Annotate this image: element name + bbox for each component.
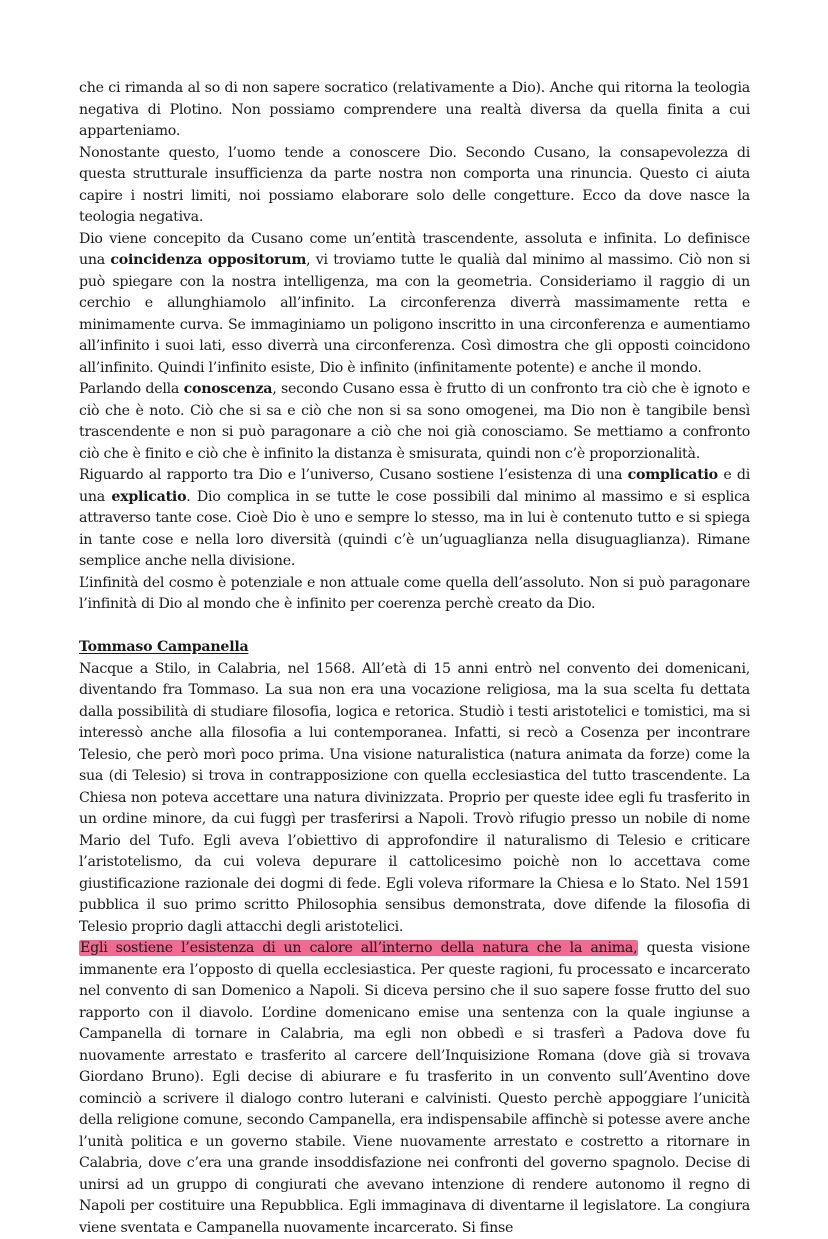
paragraph-conoscenza	[79, 379, 750, 465]
paragraph-text: , secondo Cusano essa è frutto di un confronto tra ciò che è ignoto e ciò che è noto. Ciò che si sa e ciò che non si sa sono omogenei, ma Dio non è tangibile bensì trascendente e non si può paragonare a ciò che noi già conosciamo. Se mettiamo a confronto ciò che è finito e ciò che è infinito la distanza è smisurata, quindi non c’è proporzionalità.	[79, 381, 751, 462]
paragraph-conjectures: Nonostante questo, l’uomo tende a conoscere Dio. Secondo Cusano, la consapevolezza di questa strutturale insufficienza da parte nostra non comporta una rinuncia. Questo ci aiuta capire i nostri limiti, noi possiamo elaborare solo delle congetture. Ecco da dove nasce la teologia negativa.	[79, 144, 750, 225]
paragraph-campanella-bio: Nacque a Stilo, in Calabria, nel 1568. All’età di 15 anni entrò nel convento dei domenicani, diventando fra Tommaso. La sua non era una vocazione religiosa, ma la sua scelta fu dettata dalla possibilità di studiare filosofia, logica e retorica. Studiò i testi aristotelici e tomistici, ma si interessò anche alla filosofia a lui contemporanea. Infatti, si recò a Cosenza per incontrare Telesio, che però morì poco prima. Una visione naturalistica (natura animata da forze) come la sua (di Telesio) si trova in contrapposizione con quella ecclesiastica del tutto trascendente. La Chiesa non poteva accettare una natura divinizzata. Proprio per queste idee egli fu trasferito in un ordine minore, da cui fuggì per trasferirsi a Napoli. Trovò rifugio presso un nobile di nome Mario del Tufo. Egli aveva l’obiettivo di approfondire il naturalismo di Telesio e criticare l’aristotelismo, da cui voleva depurare il cattolicesimo poichè non lo accettava come giustificazione razionale dei dogmi di fede. Egli voleva riformare la Chiesa e lo Stato. Nel 1591 pubblica il suo primo scritto Philosophia sensibus demonstrata, dove difende la filosofia di Telesio proprio dagli attacchi degli aristotelici.	[79, 660, 750, 935]
paragraph-text: Riguardo al rapporto tra Dio e l’universo, Cusano sostiene l’esistenza di una	[79, 467, 628, 483]
section-heading-campanella: Tommaso Campanella	[79, 639, 249, 655]
bold-term-complicatio: complicatio	[627, 467, 718, 483]
paragraph-text: questa visione immanente era l’opposto di quella ecclesiastica. Per queste ragioni, fu processato e incarcerato nel convento di san Domenico a Napoli. Si diceva persino che il suo sapere fosse frutto del suo rapporto con il diavolo. L’ordine domenicano emise una sentenza con la quale ingiunse a Campanella di tornare in Calabria, ma egli non obbedì e si trasferì a Padova dove fu nuovamente arrestato e trasferito al carcere dell’Inquisizione Romana (dove già si trovava Giordano Bruno). Egli decise di abiurare e fu trasferito in un convento sull’Aventino dove cominciò a scrivere il dialogo contro luterani e calvinisti. Questo perchè appoggiare l’unicità della religione comune, secondo Campanella, era indispensabile affinchè si potesse avere anche l’unità politica e un governo stabile. Viene nuovamente arrestato e costretto a ritornare in Calabria, dove c’era una grande insoddisfazione nei confronti del governo spagnolo. Decise di unirsi ad un gruppo di congiurati che avevano intenzione di rendere autonomo il regno di Napoli per costituire una Repubblica. Egli immaginava di diventarne il legislatore. La congiura viene sventata e Campanella nuovamente incarcerato. Si finse	[79, 940, 750, 1236]
paragraph-text: . Dio complica in se tutte le cose possibili dal minimo al massimo e si esplica attraverso tante cose. Cioè Dio è uno e sempre lo stesso, ma in lui è contenuto tutto e si spiega in tante cose e nella loro diversità (quindi c’è un’uguaglianza nella disuguaglianza). Rimane semplice anche nella divisione.	[79, 488, 750, 569]
paragraph-text: Parlando della	[79, 381, 184, 397]
paragraph-complicatio	[79, 465, 750, 573]
bold-term-coincidenza: coincidenza oppositorum	[110, 252, 307, 268]
paragraph-spacer	[79, 616, 750, 638]
paragraph-campanella-trial	[79, 938, 750, 1239]
bold-term-explicatio: explicatio	[111, 488, 187, 505]
highlighted-sentence: Egli sostiene l’esistenza di un calore all’interno della natura che la anima,	[80, 940, 638, 956]
paragraph-coincidentia	[79, 229, 750, 380]
paragraph-text: , vi troviamo tutte le qualià dal minimo al massimo. Ciò non si può spiegare con la nostra intelligenza, ma con la geometria. Consideriamo il raggio di un cerchio e allunghiamolo all’infinito. La circonferenza diverrà massimamente retta e minimamente curva. Se immaginiamo un poligono inscritto in una circonferenza e aumentiamo all’infinito i suoi lati, esso diverrà una circonferenza. Così dimostra che gli opposti coincidono all’infinito. Quindi l’infinito esiste, Dio è infinito (infinitamente potente) e anche il mondo.	[79, 252, 750, 376]
paragraph-socratic-ignorance: che ci rimanda al so di non sapere socratico (relativamente a Dio). Anche qui ritorna la teologia negativa di Plotino. Non possiamo comprendere una realtà diversa da quella finita a cui apparteniamo.	[79, 80, 750, 139]
document-page	[79, 78, 750, 1239]
paragraph-infinity: L’infinità del cosmo è potenziale e non attuale come quella dell’assoluto. Non si può paragonare l’infinità di Dio al mondo che è infinito per coerenza perchè creato da Dio.	[79, 574, 750, 612]
paragraph-text: Dio viene concepito da Cusano come un’entità trascendente, assoluta e infinita. Lo definisce una	[79, 230, 750, 268]
paragraph-text: e di una	[79, 467, 750, 505]
bold-term-conoscenza: conoscenza	[183, 381, 273, 397]
